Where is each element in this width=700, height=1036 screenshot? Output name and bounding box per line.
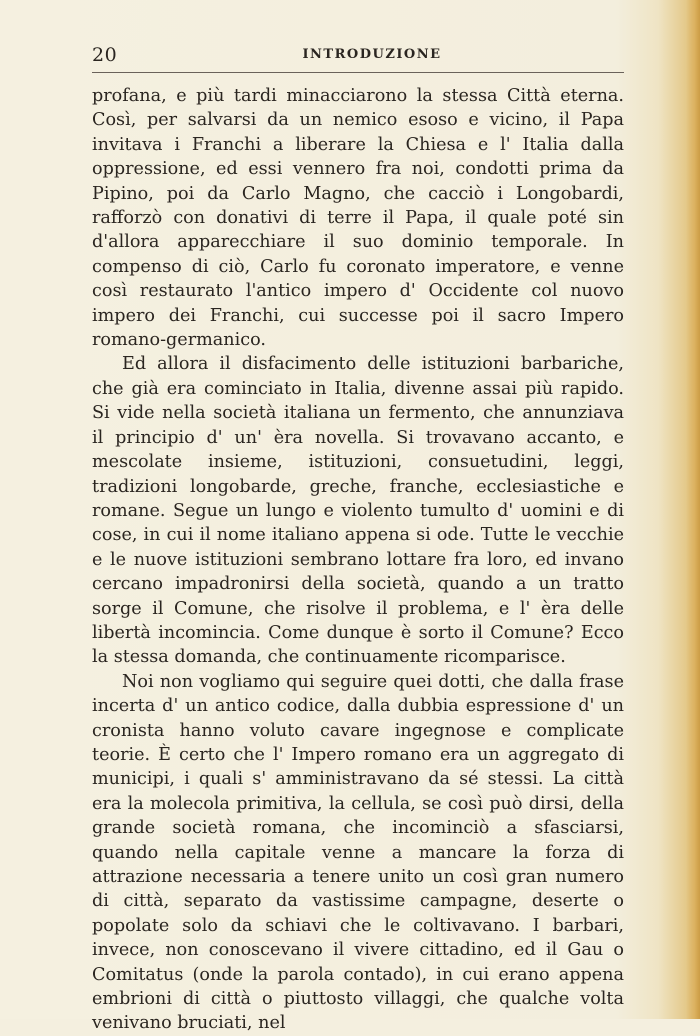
page-edge — [686, 0, 700, 1019]
header-rule — [92, 72, 624, 73]
paragraph: Noi non vogliamo qui seguire quei dotti, che dalla frase incerta d' un antico codice, dalla dubbia espressione d' un cronista hanno voluto cavare ingegnose e complicate teorie. È certo che l' Impero romano era un aggregato di municipi, i quali s' amministravano da sé stessi. La città era la molecola primitiva, la cellula, se così può dirsi, della grande società romana, che incominciò a sfasciarsi, quando nella capitale venne a mancare la forza di attrazione necessaria a tenere unito un così gran numero di città, separato da vastissime campagne, deserte o popolate solo da schiavi che le coltivavano. I barbari, invece, non conoscevano il vivere cittadino, ed il Gau o Comitatus (onde la parola contado), in cui erano appena embrioni di città o piuttosto villaggi, che qualche volta venivano bruciati, nel — [92, 671, 624, 1034]
page-header — [92, 44, 624, 70]
paragraph: Ed allora il disfacimento delle istituzioni barbariche, che già era cominciato in Italia, divenne assai più rapido. Si vide nella società italiana un fermento, che annunziava il principio d' un' èra novella. Si trovavano accanto, e mescolate insieme, istituzioni, consuetudini, leggi, tradizioni longobarde, greche, franche, ecclesiastiche e romane. Segue un lungo e violento tumulto d' uomini e di cose, in cui il nome italiano appena si ode. Tutte le vecchie e le nuove istituzioni sembrano lottare fra loro, ed invano cercano impadronirsi della società, quando a un tratto sorge il Comune, che risolve il problema, e l' èra delle libertà incomincia. Come dunque è sorto il Comune? Ecco la stessa domanda, che continuamente ricomparisce. — [92, 354, 624, 668]
body-text — [92, 84, 624, 1036]
running-title: INTRODUZIONE — [302, 47, 442, 62]
page-number: 20 — [92, 44, 118, 66]
paragraph: profana, e più tardi minacciarono la stessa Città eterna. Così, per salvarsi da un nemico esoso e vicino, il Papa invitava i Franchi a liberare la Chiesa e l' Italia dalla oppressione, ed essi vennero fra noi, condotti prima da Pipino, poi da Carlo Magno, che cacciò i Longobardi, rafforzò con donativi di terre il Papa, il quale poté sin d'allora apparecchiare il suo dominio temporale. In compenso di ciò, Carlo fu coronato imperatore, e venne così restaurato l'antico impero d' Occidente col nuovo impero dei Franchi, cui successe poi il sacro Impero romano-germanico. — [92, 86, 624, 351]
